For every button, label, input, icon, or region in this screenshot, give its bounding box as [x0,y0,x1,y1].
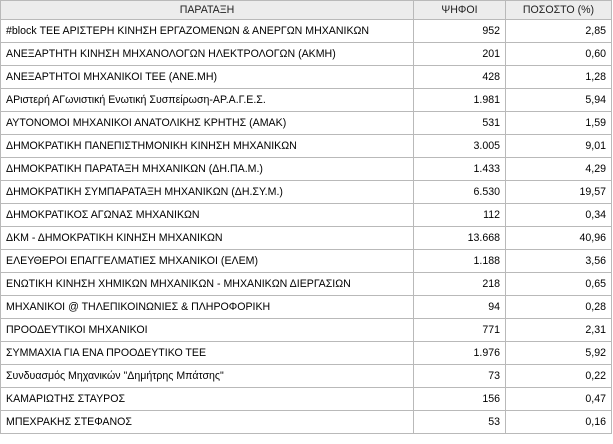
party-name-cell: #block ΤΕΕ ΑΡΙΣΤΕΡΗ ΚΙΝΗΣΗ ΕΡΓΑΖΟΜΕΝΩΝ & ΑΝΕΡΓΩΝ ΜΗΧΑΝΙΚΩΝ [1,20,414,43]
party-name-cell: ΔΗΜΟΚΡΑΤΙΚΗ ΠΑΝΕΠΙΣΤΗΜΟΝΙΚΗ ΚΙΝΗΣΗ ΜΗΧΑΝΙΚΩΝ [1,135,414,158]
percent-cell: 0,16 [506,411,612,434]
header-votes: ΨΗΦΟΙ [414,1,506,20]
percent-cell: 1,59 [506,112,612,135]
table-row [1,112,612,135]
party-name-cell: ΕΛΕΥΘΕΡΟΙ ΕΠΑΓΓΕΛΜΑΤΙΕΣ ΜΗΧΑΝΙΚΟΙ (ΕΛΕΜ) [1,250,414,273]
votes-cell: 771 [414,319,506,342]
votes-cell: 6.530 [414,181,506,204]
percent-cell: 0,60 [506,43,612,66]
votes-cell: 201 [414,43,506,66]
percent-cell: 0,22 [506,365,612,388]
table-row [1,66,612,89]
table-row [1,411,612,434]
party-name-cell: ΜΠΕΧΡΑΚΗΣ ΣΤΕΦΑΝΟΣ [1,411,414,434]
table-row [1,365,612,388]
percent-cell: 2,31 [506,319,612,342]
votes-cell: 94 [414,296,506,319]
table-row [1,388,612,411]
table-row [1,342,612,365]
percent-cell: 4,29 [506,158,612,181]
party-name-cell: ΑΝΕΞΑΡΤΗΤΗ ΚΙΝΗΣΗ ΜΗΧΑΝΟΛΟΓΩΝ ΗΛΕΚΤΡΟΛΟΓΩΝ (ΑΚΜΗ) [1,43,414,66]
votes-cell: 1.188 [414,250,506,273]
votes-cell: 53 [414,411,506,434]
table-row [1,204,612,227]
votes-cell: 1.976 [414,342,506,365]
votes-cell: 531 [414,112,506,135]
table-row [1,319,612,342]
votes-cell: 428 [414,66,506,89]
percent-cell: 9,01 [506,135,612,158]
party-name-cell: Συνδυασμός Μηχανικών "Δημήτρης Μπάτσης" [1,365,414,388]
votes-cell: 1.981 [414,89,506,112]
percent-cell: 1,28 [506,66,612,89]
party-name-cell: ΜΗΧΑΝΙΚΟΙ @ ΤΗΛΕΠΙΚΟΙΝΩΝΙΕΣ & ΠΛΗΡΟΦΟΡΙΚΗ [1,296,414,319]
results-body [1,20,612,434]
votes-cell: 218 [414,273,506,296]
party-name-cell: ΑΝΕΞΑΡΤΗΤΟΙ ΜΗΧΑΝΙΚΟΙ ΤΕΕ (ΑΝΕ.ΜΗ) [1,66,414,89]
party-name-cell: ΚΑΜΑΡΙΩΤΗΣ ΣΤΑΥΡΟΣ [1,388,414,411]
party-name-cell: ΑΡιστερή ΑΓωνιστική Ενωτική Συσπείρωση-ΑΡ.Α.Γ.Ε.Σ. [1,89,414,112]
votes-cell: 112 [414,204,506,227]
percent-cell: 5,94 [506,89,612,112]
percent-cell: 0,47 [506,388,612,411]
percent-cell: 40,96 [506,227,612,250]
party-name-cell: ΕΝΩΤΙΚΗ ΚΙΝΗΣΗ ΧΗΜΙΚΩΝ ΜΗΧΑΝΙΚΩΝ - ΜΗΧΑΝΙΚΩΝ ΔΙΕΡΓΑΣΙΩΝ [1,273,414,296]
party-name-cell: ΔΗΜΟΚΡΑΤΙΚΗ ΠΑΡΑΤΑΞΗ ΜΗΧΑΝΙΚΩΝ (ΔΗ.ΠΑ.Μ.) [1,158,414,181]
header-row [1,1,612,20]
table-row [1,227,612,250]
party-name-cell: ΔΗΜΟΚΡΑΤΙΚΟΣ ΑΓΩΝΑΣ ΜΗΧΑΝΙΚΩΝ [1,204,414,227]
votes-cell: 156 [414,388,506,411]
percent-cell: 0,28 [506,296,612,319]
party-name-cell: ΣΥΜΜΑΧΙΑ ΓΙΑ ΕΝΑ ΠΡΟΟΔΕΥΤΙΚΟ ΤΕΕ [1,342,414,365]
votes-cell: 3.005 [414,135,506,158]
votes-cell: 13.668 [414,227,506,250]
table-row [1,135,612,158]
votes-cell: 1.433 [414,158,506,181]
percent-cell: 19,57 [506,181,612,204]
percent-cell: 2,85 [506,20,612,43]
header-party: ΠΑΡΑΤΑΞΗ [1,1,414,20]
table-row [1,158,612,181]
percent-cell: 0,34 [506,204,612,227]
party-name-cell: ΔΚΜ - ΔΗΜΟΚΡΑΤΙΚΗ ΚΙΝΗΣΗ ΜΗΧΑΝΙΚΩΝ [1,227,414,250]
table-row [1,273,612,296]
percent-cell: 0,65 [506,273,612,296]
table-row [1,181,612,204]
percent-cell: 3,56 [506,250,612,273]
table-row [1,89,612,112]
table-row [1,20,612,43]
table-row [1,296,612,319]
party-name-cell: ΑΥΤΟΝΟΜΟΙ ΜΗΧΑΝΙΚΟΙ ΑΝΑΤΟΛΙΚΗΣ ΚΡΗΤΗΣ (ΑΜΑΚ) [1,112,414,135]
table-row [1,43,612,66]
table-row [1,250,612,273]
votes-cell: 952 [414,20,506,43]
party-name-cell: ΠΡΟΟΔΕΥΤΙΚΟΙ ΜΗΧΑΝΙΚΟΙ [1,319,414,342]
votes-cell: 73 [414,365,506,388]
header-percent: ΠΟΣΟΣΤΟ (%) [506,1,612,20]
percent-cell: 5,92 [506,342,612,365]
party-name-cell: ΔΗΜΟΚΡΑΤΙΚΗ ΣΥΜΠΑΡΑΤΑΞΗ ΜΗΧΑΝΙΚΩΝ (ΔΗ.ΣΥ.Μ.) [1,181,414,204]
